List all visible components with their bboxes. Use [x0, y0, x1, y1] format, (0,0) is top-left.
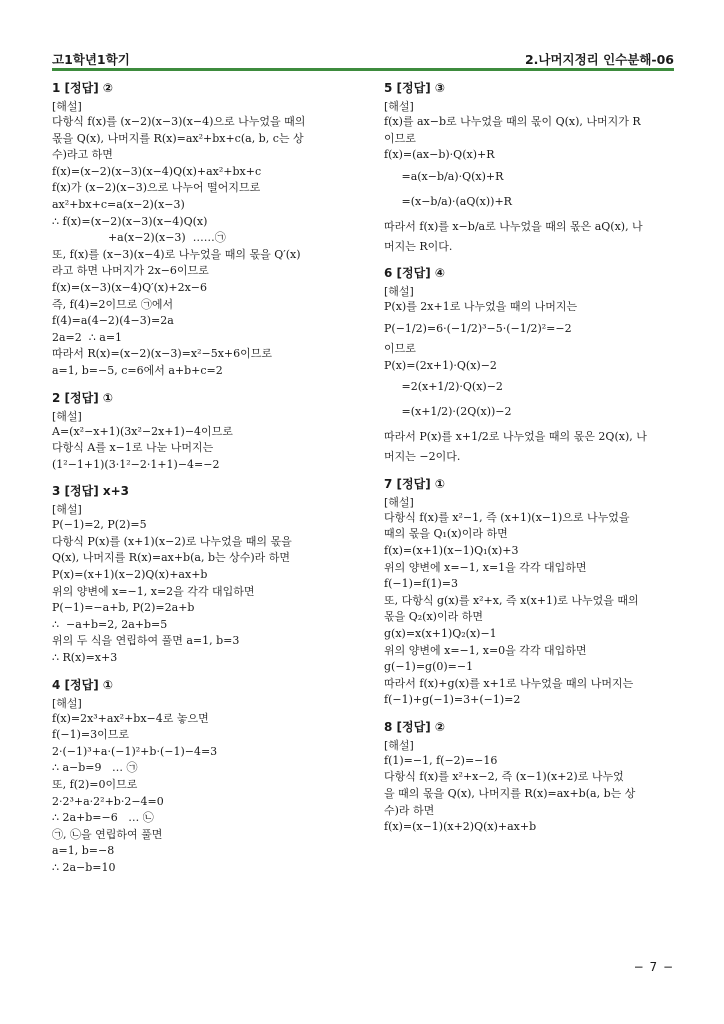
solution-line: =(x−b/a)·(aQ(x))+R [384, 194, 512, 208]
solution-line: ax²+bx+c=a(x−2)(x−3) [52, 197, 185, 211]
solution-line: 위의 양변에 x=−1, x=2을 각각 대입하면 [52, 584, 255, 598]
solution-line: g(−1)=g(0)=−1 [384, 660, 474, 674]
problem-block [384, 476, 702, 709]
solution-line: 다항식 f(x)를 x²−1, 즉 (x+1)(x−1)으로 나누었을 [384, 510, 630, 524]
solution-line: 2·(−1)³+a·(−1)²+b·(−1)−4=3 [52, 744, 218, 758]
solution-line: P(−1/2)=6·(−1/2)³−5·(−1/2)²=−2 [384, 321, 572, 335]
problem-answer-heading: 7 [정답] ① [384, 476, 446, 491]
problem-answer-heading: 8 [정답] ② [384, 719, 446, 734]
right-column [384, 80, 702, 846]
solution-line: f(x)=(x−2)(x−3)(x−4)Q(x)+ax²+bx+c [52, 164, 262, 178]
problem-block [52, 390, 370, 474]
solution-line: f(x)=(x+1)(x−1)Q₁(x)+3 [384, 543, 519, 557]
solution-line: 따라서 R(x)=(x−2)(x−3)=x²−5x+6이므로 [52, 347, 273, 361]
solution-line: ㉠, ㉡을 연립하여 풀면 [52, 827, 163, 841]
solution-line: P(x)를 2x+1로 나누었을 때의 나머지는 [384, 300, 578, 314]
solution-line: f(x)=(x−3)(x−4)Q′(x)+2x−6 [52, 280, 208, 294]
page-number: − 7 − [633, 960, 674, 974]
solution-line: 또, f(2)=0이므로 [52, 778, 138, 791]
solution-line: 또, f(x)를 (x−3)(x−4)로 나누었을 때의 몫을 Q′(x) [52, 247, 301, 261]
solution-line: 몫을 Q₂(x)이라 하면 [384, 610, 483, 624]
solution-line: ∴ f(x)=(x−2)(x−3)(x−4)Q(x) [52, 214, 208, 228]
solution-line: f(−1)=f(1)=3 [384, 577, 458, 591]
solution-label: [해설] [384, 738, 414, 752]
solution-line: =a(x−b/a)·Q(x)+R [384, 169, 504, 183]
solution-line: 또, 다항식 g(x)를 x²+x, 즉 x(x+1)로 나누었을 때의 [384, 593, 639, 607]
header-chapter: 2.나머지정리 인수분해-06 [524, 52, 674, 67]
solution-line: Q(x), 나머지를 R(x)=ax+b(a, b는 상수)라 하면 [52, 551, 291, 565]
solution-line: A=(x²−x+1)(3x²−2x+1)−4이므로 [52, 424, 233, 438]
solution-line: 위의 양변에 x=−1, x=0을 각각 대입하면 [384, 643, 587, 657]
solution-line: 다항식 P(x)를 (x+1)(x−2)로 나누었을 때의 몫을 [52, 534, 292, 548]
solution-line: 2·2³+a·2²+b·2−4=0 [52, 794, 164, 808]
solution-line: P(−1)=2, P(2)=5 [52, 518, 147, 532]
solution-line: f(x)가 (x−2)(x−3)으로 나누어 떨어지므로 [52, 181, 261, 195]
solution-label: [해설] [52, 409, 82, 423]
problem-block [52, 80, 370, 380]
solution-line: f(−1)+g(−1)=3+(−1)=2 [384, 693, 521, 707]
solution-line: f(x)=(ax−b)·Q(x)+R [384, 148, 495, 162]
solution-line: 을 때의 몫을 Q(x), 나머지를 R(x)=ax+b(a, b는 상 [384, 787, 636, 801]
solution-line: P(x)=(x+1)(x−2)Q(x)+ax+b [52, 568, 208, 582]
solution-line: ∴ 2a+b=−6 … ㉡ [52, 811, 154, 825]
solution-line: ∴ −a+b=2, 2a+b=5 [52, 617, 168, 631]
solution-line: 위의 두 식을 연립하여 풀면 a=1, b=3 [52, 634, 240, 648]
solution-line: 따라서 f(x)+g(x)를 x+1로 나누었을 때의 나머지는 [384, 676, 634, 690]
solution-line: 따라서 f(x)를 x−b/a로 나누었을 때의 몫은 aQ(x), 나 [384, 219, 643, 233]
solution-line: P(−1)=−a+b, P(2)=2a+b [52, 601, 195, 615]
problem-block [384, 80, 702, 255]
problem-block [384, 719, 702, 836]
solution-line: 다항식 f(x)를 (x−2)(x−3)(x−4)으로 나누었을 때의 [52, 115, 306, 128]
solution-line: a=1, b=−8 [52, 844, 115, 858]
solution-line: f(x)를 ax−b로 나누었을 때의 몫이 Q(x), 나머지가 R [384, 115, 641, 128]
left-column [52, 80, 370, 887]
solution-line: P(x)=(2x+1)·Q(x)−2 [384, 358, 497, 372]
solution-line: 위의 양변에 x=−1, x=1을 각각 대입하면 [384, 560, 587, 574]
solution-line: ∴ a−b=9 … ㉠ [52, 761, 138, 775]
solution-line: 수)라고 하면 [52, 148, 113, 162]
solution-line: f(x)=2x³+ax²+bx−4로 놓으면 [52, 711, 209, 725]
solution-label: [해설] [52, 100, 82, 113]
problem-answer-heading: 6 [정답] ④ [384, 266, 446, 281]
page-header [52, 48, 674, 70]
problem-answer-heading: 3 [정답] x+3 [52, 484, 130, 499]
problem-answer-heading: 1 [정답] ② [52, 81, 114, 95]
solution-line: a=1, b=−5, c=6에서 a+b+c=2 [52, 363, 223, 377]
solution-line: 2a=2 ∴ a=1 [52, 330, 123, 344]
problem-block [52, 483, 370, 666]
header-divider [52, 68, 674, 71]
solution-line: 다항식 f(x)를 x²+x−2, 즉 (x−1)(x+2)로 나누었 [384, 770, 624, 784]
problem-block [52, 677, 370, 877]
solution-line: f(−1)=3이므로 [52, 728, 129, 742]
solution-line: f(4)=a(4−2)(4−3)=2a [52, 314, 174, 328]
solution-line: 머지는 −2이다. [384, 450, 461, 464]
solution-line: ∴ R(x)=x+3 [52, 651, 118, 665]
solution-line: 따라서 P(x)를 x+1/2로 나누었을 때의 몫은 2Q(x), 나 [384, 430, 647, 444]
solution-line: f(x)=(x−1)(x+2)Q(x)+ax+b [384, 820, 537, 834]
problem-block [384, 265, 702, 465]
solution-line: 머지는 R이다. [384, 239, 453, 253]
solution-label: [해설] [384, 495, 414, 509]
solution-line: 때의 몫을 Q₁(x)이라 하면 [384, 527, 508, 541]
solution-line: 이므로 [384, 341, 416, 355]
solution-line: 이므로 [384, 131, 416, 145]
solution-label: [해설] [384, 100, 414, 113]
solution-label: [해설] [52, 696, 82, 710]
problem-answer-heading: 4 [정답] ① [52, 677, 114, 692]
solution-label: [해설] [384, 285, 414, 299]
solution-line: =2(x+1/2)·Q(x)−2 [384, 380, 503, 394]
solution-line: +a(x−2)(x−3) ……㉠ [52, 231, 226, 245]
solution-line: ∴ 2a−b=10 [52, 860, 116, 874]
header-grade: 고1학년1학기 [52, 52, 130, 67]
solution-line: 즉, f(4)=2이므로 ㉠에서 [52, 297, 174, 311]
solution-line: 수)라 하면 [384, 803, 435, 817]
solution-line: 다항식 A를 x−1로 나눈 나머지는 [52, 441, 214, 455]
solution-line: f(1)=−1, f(−2)=−16 [384, 753, 498, 767]
solution-line: 몫을 Q(x), 나머지를 R(x)=ax²+bx+c(a, b, c는 상 [52, 131, 304, 145]
solution-line: (1²−1+1)(3·1²−2·1+1)−4=−2 [52, 457, 220, 471]
solution-line: =(x+1/2)·(2Q(x))−2 [384, 405, 512, 419]
problem-answer-heading: 2 [정답] ① [52, 390, 114, 405]
problem-answer-heading: 5 [정답] ③ [384, 81, 446, 95]
solution-label: [해설] [52, 503, 82, 517]
solution-line: 라고 하면 나머지가 2x−6이므로 [52, 264, 209, 278]
solution-line: g(x)=x(x+1)Q₂(x)−1 [384, 626, 497, 640]
